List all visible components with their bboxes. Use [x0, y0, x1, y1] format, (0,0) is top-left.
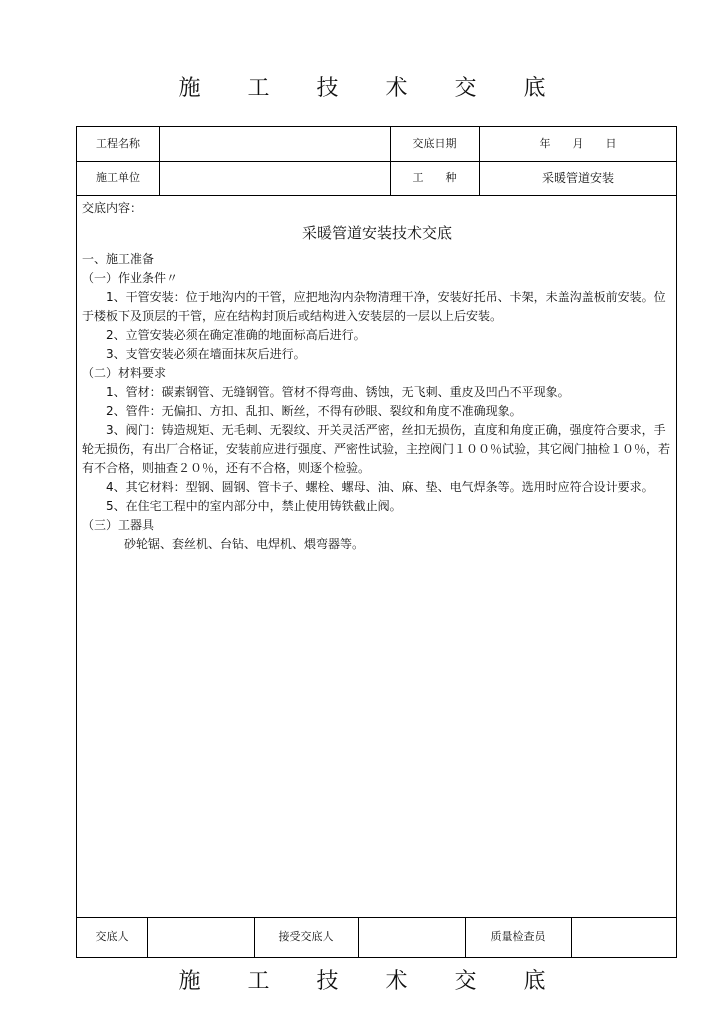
trade-field[interactable]: 采暖管道安装 [541, 171, 614, 185]
quality-inspector-label: 质量检查员 [490, 930, 546, 943]
receiver-field[interactable] [358, 917, 465, 957]
trade-label: 工 种 [412, 171, 457, 184]
project-name-label: 工程名称 [96, 137, 140, 150]
content-line: （二）材料要求 [82, 366, 167, 380]
handover-form [76, 126, 677, 958]
quality-inspector-field[interactable] [571, 917, 677, 957]
content-line: 3、支管安装必须在墙面抹灰后进行。 [106, 347, 306, 361]
content-line: 2、立管安装必须在确定准确的地面标高后进行。 [106, 328, 366, 342]
content-line: （三）工器具 [82, 518, 155, 532]
handover-person-field[interactable] [147, 917, 254, 957]
column-divider [147, 917, 148, 957]
construction-unit-label: 施工单位 [96, 171, 140, 184]
date-field[interactable]: 年 月 日 [539, 137, 617, 150]
content-line: 4、其它材料：型钢、圆钢、管卡子、螺栓、螺母、油、麻、垫、电气焊条等。选用时应符合设计要求。 [106, 480, 654, 494]
receiver-label: 接受交底人 [278, 930, 334, 943]
content-section-label: 交底内容： [82, 201, 143, 215]
handover-person-label: 交底人 [95, 930, 129, 943]
column-divider [465, 917, 466, 957]
content-line: 3、阀门：铸造规矩、无毛刺、无裂纹、开关灵活严密，丝扣无损伤，直度和角度正确，强度符合要求，手轮无损伤，有出厂合格证，安装前应进行强度、严密性试验，主控阀门１００％试验，其它阀门抽检１０％，若有不合格，则抽查２０％，还有不合格，则逐个检验。 [82, 423, 671, 475]
content-subtitle: 采暖管道安装技术交底 [301, 224, 452, 242]
project-name-field[interactable] [159, 127, 390, 161]
content-line: 一、施工准备 [82, 252, 155, 266]
column-divider [159, 127, 160, 195]
footer-title: 施 工 技 术 交 底 [178, 969, 566, 994]
content-line: （一）作业条件〃 [82, 271, 179, 285]
content-line: 5、在住宅工程中的室内部分中，禁止使用铸铁截止阀。 [106, 499, 402, 513]
content-line: 1、管材：碳素钢管、无缝钢管。管材不得弯曲、锈蚀，无飞刺、重皮及凹凸不平现象。 [106, 385, 570, 399]
column-divider [571, 917, 572, 957]
content-line: 1、干管安装：位于地沟内的干管，应把地沟内杂物清理干净，安装好托吊、卡架，未盖沟盖板前安装。位于楼板下及顶层的干管，应在结构封顶后或结构进入安装层的一层以上后安装。 [82, 290, 666, 323]
column-divider [358, 917, 359, 957]
page-title: 施 工 技 术 交 底 [178, 76, 566, 101]
content-line: 2、管件：无偏扣、方扣、乱扣、断丝，不得有砂眼、裂纹和角度不准确现象。 [106, 404, 522, 418]
date-label: 交底日期 [412, 137, 457, 150]
content-line: 砂轮锯、套丝机、台钻、电焊机、煨弯器等。 [124, 537, 365, 551]
construction-unit-field[interactable] [159, 161, 390, 195]
column-divider [254, 917, 255, 957]
column-divider [390, 127, 391, 195]
column-divider [479, 127, 480, 195]
handover-content [82, 199, 672, 554]
header-divider [77, 161, 676, 162]
header-divider [77, 195, 676, 196]
